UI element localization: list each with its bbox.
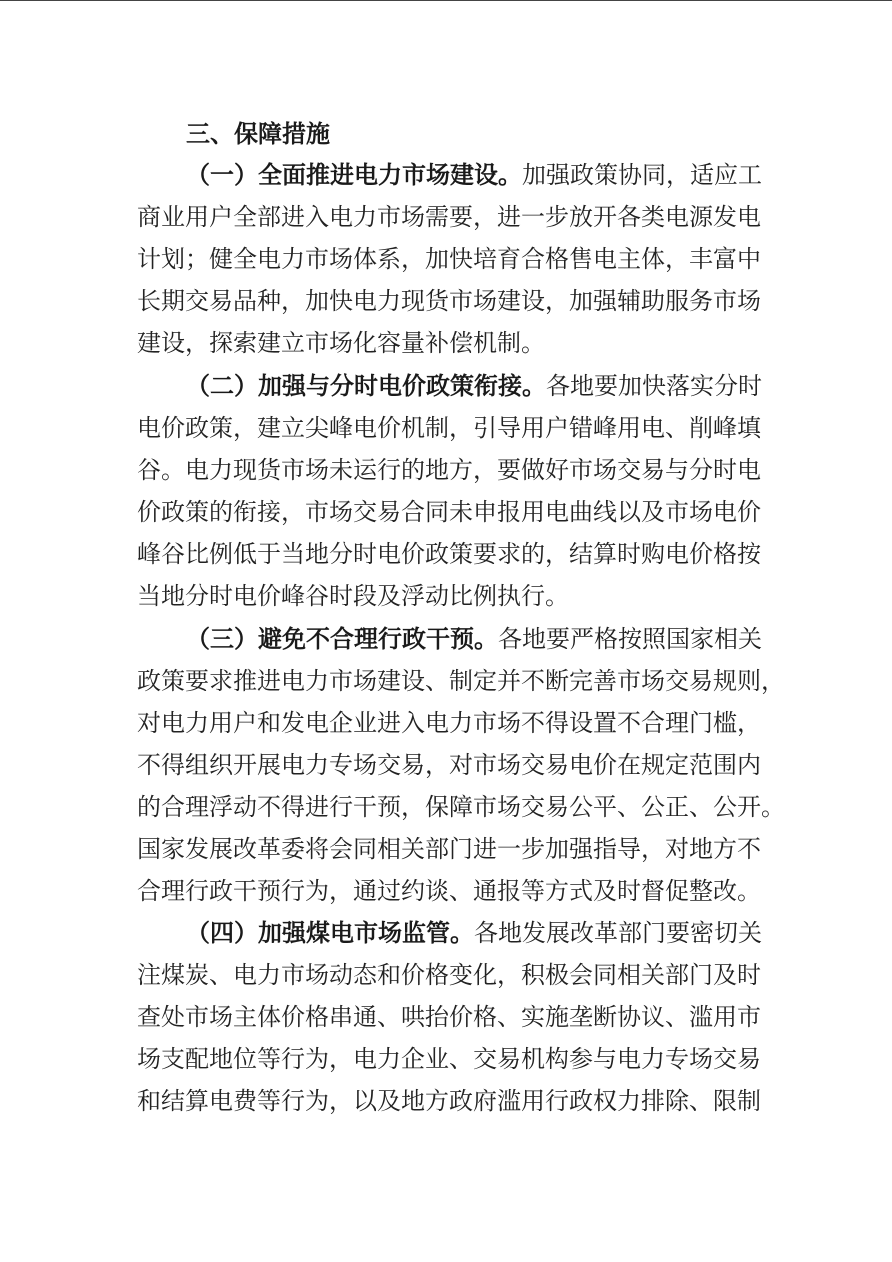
paragraph-2-line-1: 各地要加快落实分时 (546, 372, 762, 400)
paragraph-1-lead: （一）全面推进电力市场建设。 (186, 161, 522, 189)
paragraph-3-line-1: 各地要严格按照国家相关 (498, 625, 762, 653)
section-heading: 三、保障措施 (186, 120, 330, 148)
paragraph-4-first-line (186, 914, 762, 952)
paragraph-3-line-4: 不得组织开展电力专场交易，对市场交易电价在规定范围内 (137, 751, 761, 779)
paragraph-4-line-2: 注煤炭、电力市场动态和价格变化，积极会同相关部门及时 (137, 961, 761, 989)
paragraph-3-lead: （三）避免不合理行政干预。 (186, 625, 498, 653)
paragraph-1-line-3: 计划；健全电力市场体系，加快培育合格售电主体，丰富中 (137, 245, 761, 273)
paragraph-2-line-2: 电价政策，建立尖峰电价机制，引导用户错峰用电、削峰填 (137, 414, 761, 442)
paragraph-3-first-line (186, 620, 762, 658)
paragraph-3-line-2: 政策要求推进电力市场建设、制定并不断完善市场交易规则， (137, 667, 785, 695)
paragraph-2-lead: （二）加强与分时电价政策衔接。 (186, 372, 546, 400)
paragraph-4-lead: （四）加强煤电市场监管。 (186, 919, 474, 947)
paragraph-2-line-4: 价政策的衔接，市场交易合同未申报用电曲线以及市场电价 (137, 498, 761, 526)
paragraph-4-line-5: 和结算电费等行为，以及地方政府滥用行政权力排除、限制 (137, 1087, 761, 1115)
paragraph-3-line-5: 的合理浮动不得进行干预，保障市场交易公平、公正、公开。 (137, 793, 785, 821)
paragraph-3-line-3: 对电力用户和发电企业进入电力市场不得设置不合理门槛， (137, 709, 761, 737)
paragraph-1-line-4: 长期交易品种，加快电力现货市场建设，加强辅助服务市场 (137, 287, 761, 315)
paragraph-3-line-6: 国家发展改革委将会同相关部门进一步加强指导，对地方不 (137, 835, 761, 863)
paragraph-2-first-line (186, 367, 762, 405)
paragraph-3-line-7: 合理行政干预行为，通过约谈、通报等方式及时督促整改。 (137, 877, 761, 905)
paragraph-1-line-2: 商业用户全部进入电力市场需要，进一步放开各类电源发电 (137, 203, 761, 231)
paragraph-2-line-3: 谷。电力现货市场未运行的地方，要做好市场交易与分时电 (137, 456, 761, 484)
paragraph-4-line-3: 查处市场主体价格串通、哄抬价格、实施垄断协议、滥用市 (137, 1003, 761, 1031)
paragraph-2-line-6: 当地分时电价峰谷时段及浮动比例执行。 (137, 582, 569, 610)
paragraph-1-line-1: 加强政策协同，适应工 (522, 161, 762, 189)
paragraph-4-line-1: 各地发展改革部门要密切关 (474, 919, 762, 947)
paragraph-1-first-line (186, 156, 762, 194)
paragraph-4-line-4: 场支配地位等行为，电力企业、交易机构参与电力专场交易 (137, 1045, 761, 1073)
paragraph-2-line-5: 峰谷比例低于当地分时电价政策要求的，结算时购电价格按 (137, 540, 761, 568)
paragraph-1-line-5: 建设，探索建立市场化容量补偿机制。 (137, 329, 545, 357)
